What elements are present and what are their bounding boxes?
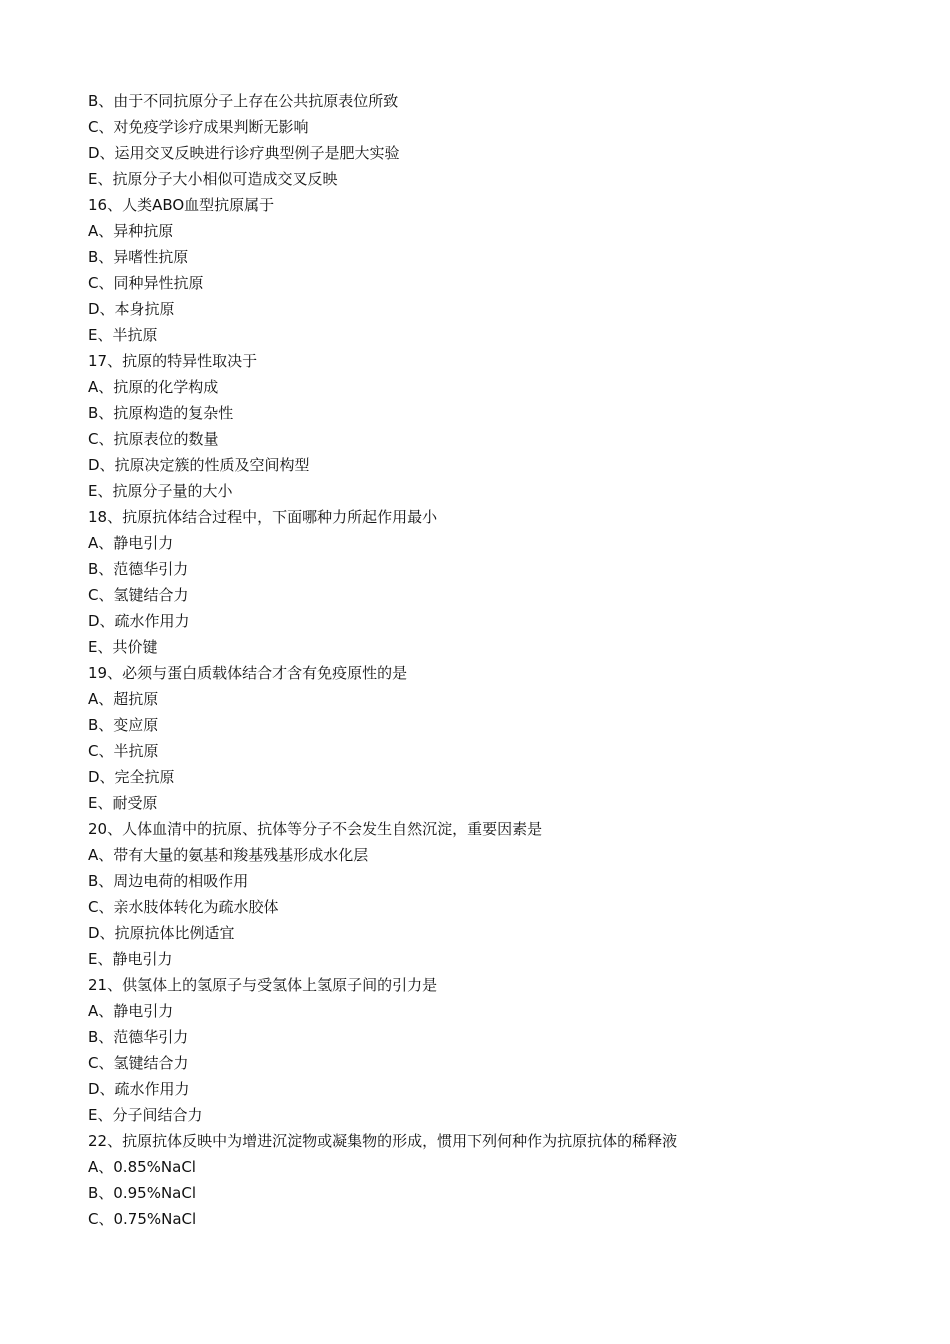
option-line: A、超抗原	[88, 690, 159, 708]
option-line: A、0.85%NaCl	[88, 1158, 196, 1176]
option-line: A、带有大量的氨基和羧基残基形成水化层	[88, 846, 369, 864]
option-line: E、半抗原	[88, 326, 158, 344]
question-16: 16、人类ABO血型抗原属于	[88, 196, 275, 214]
option-line: D、疏水作用力	[88, 612, 190, 630]
question-19: 19、必须与蛋白质载体结合才含有免疫原性的是	[88, 664, 408, 682]
option-line: A、异种抗原	[88, 222, 174, 240]
option-line: D、抗原抗体比例适宜	[88, 924, 235, 942]
question-21: 21、供氢体上的氢原子与受氢体上氢原子间的引力是	[88, 976, 438, 994]
option-line: C、同种异性抗原	[88, 274, 204, 292]
option-line: E、共价键	[88, 638, 158, 656]
question-22: 22、抗原抗体反映中为增进沉淀物或凝集物的形成，惯用下列何种作为抗原抗体的稀释液	[88, 1132, 678, 1150]
option-line: B、周边电荷的相吸作用	[88, 872, 249, 890]
option-line: E、分子间结合力	[88, 1106, 203, 1124]
option-line: B、由于不同抗原分子上存在公共抗原表位所致	[88, 92, 399, 110]
option-line: A、静电引力	[88, 1002, 174, 1020]
option-line: E、抗原分子量的大小	[88, 482, 233, 500]
option-line: C、亲水肢体转化为疏水胶体	[88, 898, 279, 916]
option-line: B、变应原	[88, 716, 159, 734]
option-line: D、疏水作用力	[88, 1080, 190, 1098]
option-line: A、抗原的化学构成	[88, 378, 219, 396]
question-17: 17、抗原的特异性取决于	[88, 352, 258, 370]
option-line: E、耐受原	[88, 794, 158, 812]
option-line: E、抗原分子大小相似可造成交叉反映	[88, 170, 338, 188]
question-20: 20、人体血清中的抗原、抗体等分子不会发生自然沉淀，重要因素是	[88, 820, 543, 838]
option-line: C、氢键结合力	[88, 1054, 189, 1072]
question-18: 18、抗原抗体结合过程中，下面哪种力所起作用最小	[88, 508, 438, 526]
option-line: C、0.75%NaCl	[88, 1210, 197, 1228]
option-line: D、抗原决定簇的性质及空间构型	[88, 456, 310, 474]
document-page	[88, 88, 908, 1232]
option-line: D、运用交叉反映进行诊疗典型例子是肥大实验	[88, 144, 400, 162]
option-line: C、半抗原	[88, 742, 159, 760]
option-line: B、范德华引力	[88, 560, 189, 578]
option-line: D、本身抗原	[88, 300, 175, 318]
option-line: B、抗原构造的复杂性	[88, 404, 234, 422]
option-line: A、静电引力	[88, 534, 174, 552]
option-line: B、范德华引力	[88, 1028, 189, 1046]
option-line: C、对免疫学诊疗成果判断无影响	[88, 118, 309, 136]
option-line: B、0.95%NaCl	[88, 1184, 196, 1202]
option-line: C、抗原表位的数量	[88, 430, 219, 448]
option-line: B、异嗜性抗原	[88, 248, 189, 266]
option-line: D、完全抗原	[88, 768, 175, 786]
option-line: C、氢键结合力	[88, 586, 189, 604]
option-line: E、静电引力	[88, 950, 173, 968]
